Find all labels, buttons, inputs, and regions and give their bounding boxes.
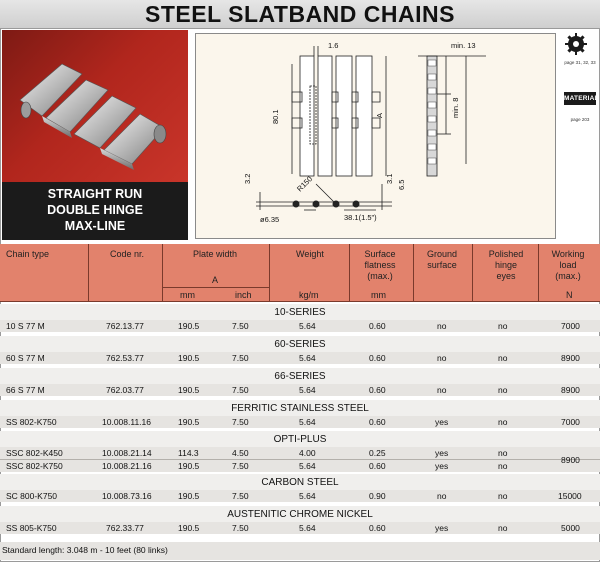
cell-flatness: 0.60 <box>369 461 386 471</box>
cell-mm: 190.5 <box>178 523 200 533</box>
cell-flatness: 0.25 <box>369 448 386 458</box>
dim-pitch: 38.1(1.5") <box>344 213 377 222</box>
table-row <box>0 320 600 332</box>
cell-code: 762.13.77 <box>106 321 144 331</box>
material-page-ref: page 203 <box>570 117 590 122</box>
cell-ground: yes <box>435 523 449 533</box>
cell-mm: 190.5 <box>178 417 200 427</box>
section-ferritic: FERRITIC STAINLESS STEEL <box>0 400 600 416</box>
section-carbon-steel: CARBON STEEL <box>0 474 600 490</box>
cell-inch: 7.50 <box>232 353 249 363</box>
cell-flatness: 0.60 <box>369 321 386 331</box>
cell-load: 15000 <box>558 491 582 501</box>
header-divider <box>538 244 539 302</box>
cell-ground: yes <box>435 448 449 458</box>
cell-weight: 5.64 <box>299 321 316 331</box>
dim-min-8: min. 8 <box>451 97 460 118</box>
photo-caption <box>2 182 188 240</box>
table-row <box>0 522 600 534</box>
caption-line-2: DOUBLE HINGE <box>47 203 143 217</box>
cell-weight: 5.64 <box>299 491 316 501</box>
dim-6-35: ø6.35 <box>260 215 280 224</box>
cell-weight: 5.64 <box>299 523 316 533</box>
cell-code: 10.008.21.14 <box>102 448 152 458</box>
cell-mm: 114.3 <box>178 448 199 458</box>
cell-code: 762.33.77 <box>106 523 144 533</box>
cell-chain-type: SC 800-K750 <box>6 491 58 501</box>
technical-drawing <box>195 33 556 239</box>
header-mm: mm <box>180 290 195 300</box>
section-opti-plus: OPTI-PLUS <box>0 431 600 447</box>
table-row <box>0 490 600 502</box>
header-divider <box>88 244 89 302</box>
section-10-series: 10-SERIES <box>0 304 600 320</box>
header-working-1: Working <box>551 249 585 259</box>
cell-ground: yes <box>435 461 449 471</box>
cell-load-merged: 8900 <box>561 455 580 465</box>
dim-r150: R150 <box>295 174 315 194</box>
header-divider <box>349 244 350 302</box>
header-bottom-rule <box>0 301 600 302</box>
cell-polished: no <box>498 353 508 363</box>
chain-illustration <box>2 30 188 182</box>
cell-load: 8900 <box>561 353 580 363</box>
cell-chain-type: SSC 802-K750 <box>6 461 63 471</box>
cell-chain-type: SSC 802-K450 <box>6 448 63 458</box>
header-polished-2: hinge <box>494 260 518 270</box>
cell-chain-type: 66 S 77 M <box>6 385 45 395</box>
cell-mm: 190.5 <box>178 321 200 331</box>
cell-weight: 5.64 <box>299 461 316 471</box>
cell-code: 762.03.77 <box>106 385 144 395</box>
cell-flatness: 0.60 <box>369 385 386 395</box>
cell-chain-type: SS 805-K750 <box>6 523 57 533</box>
dim-3-1: 3.1 <box>385 173 394 184</box>
table-row <box>0 384 600 396</box>
cell-flatness: 0.60 <box>369 417 386 427</box>
sprocket-page-ref: page 31, 32, 33 <box>564 60 596 65</box>
dim-80-1: 80.1 <box>271 109 280 124</box>
cell-ground: no <box>437 491 447 501</box>
cell-inch: 7.50 <box>232 417 249 427</box>
cell-inch: 7.50 <box>232 491 249 501</box>
dim-3-2: 3.2 <box>243 173 252 184</box>
table-row <box>0 460 600 472</box>
cell-inch: 7.50 <box>232 321 249 331</box>
header-divider <box>413 244 414 302</box>
header-surface <box>363 249 397 282</box>
sprocket-icon <box>565 33 587 55</box>
header-plate-a: A <box>212 275 219 285</box>
header-code-nr: Code nr. <box>110 249 145 259</box>
drawing-svg <box>196 34 557 240</box>
cell-polished: no <box>498 461 508 471</box>
cell-flatness: 0.90 <box>369 491 386 501</box>
cell-inch: 7.50 <box>232 385 249 395</box>
cell-chain-type: 10 S 77 M <box>6 321 45 331</box>
header-inch: inch <box>235 290 252 300</box>
cell-polished: no <box>498 491 508 501</box>
header-chain-type: Chain type <box>6 249 50 259</box>
cell-polished: no <box>498 448 508 458</box>
footer-note: Standard length: 3.048 m - 10 feet (80 links) <box>0 542 600 560</box>
cell-mm: 190.5 <box>178 491 200 501</box>
cell-code: 10.008.11.16 <box>102 417 151 427</box>
cell-inch: 4.50 <box>232 448 249 458</box>
header-surface-2: flatness <box>364 260 396 270</box>
header-plate-width: Plate width <box>193 249 238 259</box>
dim-a: A <box>375 112 384 118</box>
cell-weight: 4.00 <box>299 448 316 458</box>
cell-code: 762.53.77 <box>106 353 144 363</box>
cell-mm: 190.5 <box>178 385 200 395</box>
section-austenitic: AUSTENITIC CHROME NICKEL <box>0 506 600 522</box>
caption-line-3: MAX-LINE <box>64 219 126 233</box>
cell-load: 7000 <box>561 417 580 427</box>
header-weight: Weight <box>296 249 324 259</box>
cell-flatness: 0.60 <box>369 523 386 533</box>
header-ground-2: surface <box>427 260 457 270</box>
header-ground-1: Ground <box>426 249 458 259</box>
header-kgm: kg/m <box>299 290 319 300</box>
cell-polished: no <box>498 417 508 427</box>
dim-6-5: 6.5 <box>397 179 406 190</box>
material-badge: MATERIAL <box>564 92 596 105</box>
dim-min-13: min. 13 <box>451 41 476 50</box>
table-row <box>0 416 600 428</box>
header-polished <box>484 249 528 282</box>
header-ground <box>420 249 464 271</box>
caption-line-1: STRAIGHT RUN <box>47 187 143 201</box>
header-divider <box>269 244 270 302</box>
cell-ground: no <box>437 385 447 395</box>
cell-weight: 5.64 <box>299 353 316 363</box>
table-row <box>0 352 600 364</box>
header-working <box>546 249 590 282</box>
cell-ground: no <box>437 353 447 363</box>
header-surface-3: (max.) <box>367 271 393 281</box>
cell-polished: no <box>498 385 508 395</box>
cell-inch: 7.50 <box>232 523 249 533</box>
cell-ground: yes <box>435 417 449 427</box>
header-divider <box>472 244 473 302</box>
header-subdivider <box>162 287 269 288</box>
cell-weight: 5.64 <box>299 417 316 427</box>
cell-mm: 190.5 <box>178 353 200 363</box>
header-polished-1: Polished <box>488 249 524 259</box>
cell-weight: 5.64 <box>299 385 316 395</box>
cell-polished: no <box>498 321 508 331</box>
header-divider <box>162 244 163 302</box>
cell-flatness: 0.60 <box>369 353 386 363</box>
title-bar <box>0 0 600 29</box>
cell-inch: 7.50 <box>232 461 249 471</box>
cell-mm: 190.5 <box>178 461 200 471</box>
section-66-series: 66-SERIES <box>0 368 600 384</box>
cell-chain-type: 60 S 77 M <box>6 353 45 363</box>
page-title: STEEL SLATBAND CHAINS <box>145 1 455 27</box>
header-polished-3: eyes <box>496 271 516 281</box>
cell-load: 5000 <box>561 523 580 533</box>
cell-polished: no <box>498 523 508 533</box>
header-working-unit: N <box>566 290 573 300</box>
table-row <box>0 447 600 459</box>
dim-1-6: 1.6 <box>328 41 339 50</box>
cell-load: 8900 <box>561 385 580 395</box>
cell-code: 10.008.73.16 <box>102 491 152 501</box>
header-surface-1: Surface <box>364 249 396 259</box>
section-60-series: 60-SERIES <box>0 336 600 352</box>
product-photo <box>2 30 188 182</box>
cell-code: 10.008.21.16 <box>102 461 152 471</box>
header-working-3: (max.) <box>555 271 581 281</box>
header-surface-unit: mm <box>371 290 386 300</box>
header-working-2: load <box>559 260 577 270</box>
cell-chain-type: SS 802-K750 <box>6 417 57 427</box>
cell-load: 7000 <box>561 321 580 331</box>
cell-ground: no <box>437 321 447 331</box>
